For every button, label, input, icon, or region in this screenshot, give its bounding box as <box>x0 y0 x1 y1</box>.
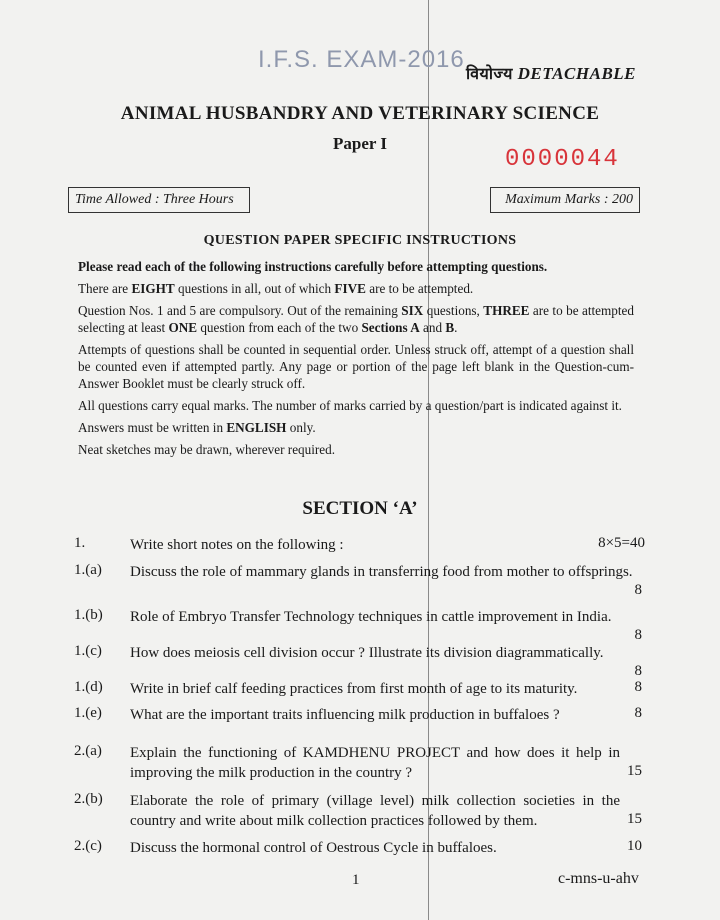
exam-stamp: I.F.S. EXAM-2016 <box>258 46 465 73</box>
question-text: Discuss the hormonal control of Oestrous Cycle in buffaloes. <box>130 840 497 856</box>
question-text: Elaborate the role of primary (village level) milk collection societies in the country and write about milk collection practices followed by them. <box>130 793 620 829</box>
question-text: Write short notes on the following : <box>130 537 344 553</box>
section-title: SECTION ‘A’ <box>302 498 418 519</box>
question-marks: 8×5=40 <box>598 535 645 551</box>
serial-number: 0000044 <box>505 146 620 173</box>
question-number: 1.(e) <box>74 705 102 721</box>
instructions-block <box>78 258 634 463</box>
question-number: 1.(b) <box>74 607 103 623</box>
question-marks: 8 <box>634 679 642 695</box>
question-marks: 8 <box>634 705 642 721</box>
question-marks: 8 <box>634 627 642 643</box>
instruction-2: Question Nos. 1 and 5 are compulsory. Out of the remaining SIX questions, THREE are to be attempted selecting at least ONE question from each of the two Sections A and B. <box>78 303 634 335</box>
question-marks: 8 <box>634 663 642 679</box>
question-marks: 15 <box>627 811 642 827</box>
detachable-english: DETACHABLE <box>517 64 637 83</box>
question-marks: 10 <box>627 838 642 854</box>
question-text: Explain the functioning of KAMDHENU PROJECT and how does it help in improving the milk production in the country ? <box>130 745 620 781</box>
detachable-hindi: वियोज्य <box>466 64 513 83</box>
paper-number: Paper I <box>333 134 387 153</box>
instruction-4: All questions carry equal marks. The number of marks carried by a question/part is indicated against it. <box>78 398 622 413</box>
page-number: 1 <box>352 872 360 888</box>
detachable-label <box>466 62 636 84</box>
time-allowed-box: Time Allowed : Three Hours <box>68 187 250 213</box>
instruction-5: Answers must be written in ENGLISH only. <box>78 420 316 435</box>
question-number: 1. <box>74 535 86 551</box>
question-number: 2.(a) <box>74 743 102 759</box>
question-text: Discuss the role of mammary glands in transferring food from mother to offsprings. <box>130 564 633 580</box>
maximum-marks-box: Maximum Marks : 200 <box>490 187 640 213</box>
question-number: 2.(c) <box>74 838 102 854</box>
instruction-lead: Please read each of the following instructions carefully before attempting questions. <box>78 259 548 274</box>
instruction-6: Neat sketches may be drawn, wherever required. <box>78 442 336 457</box>
question-text: Write in brief calf feeding practices from first month of age to its maturity. <box>130 681 578 697</box>
instructions-heading: QUESTION PAPER SPECIFIC INSTRUCTIONS <box>203 233 517 248</box>
subject-title: ANIMAL HUSBANDRY AND VETERINARY SCIENCE <box>120 103 600 124</box>
question-number: 1.(c) <box>74 643 102 659</box>
question-number: 1.(a) <box>74 562 102 578</box>
question-number: 1.(d) <box>74 679 103 695</box>
question-text: What are the important traits influencing milk production in buffaloes ? <box>130 707 560 723</box>
question-text: How does meiosis cell division occur ? Illustrate its division diagrammatically. <box>130 645 604 661</box>
question-marks: 8 <box>634 582 642 598</box>
instruction-3: Attempts of questions shall be counted in sequential order. Unless struck off, attempt of a question shall be counted even if attempted partly. Any page or portion of the page left blank in the Question-cum-Answer Booklet must be clearly struck off. <box>78 342 634 391</box>
question-marks: 15 <box>627 763 642 779</box>
question-number: 2.(b) <box>74 791 103 807</box>
instruction-1: There are EIGHT questions in all, out of which FIVE are to be attempted. <box>78 281 474 296</box>
question-text: Role of Embryo Transfer Technology techniques in cattle improvement in India. <box>130 609 612 625</box>
paper-code: c-mns-u-ahv <box>558 870 639 887</box>
